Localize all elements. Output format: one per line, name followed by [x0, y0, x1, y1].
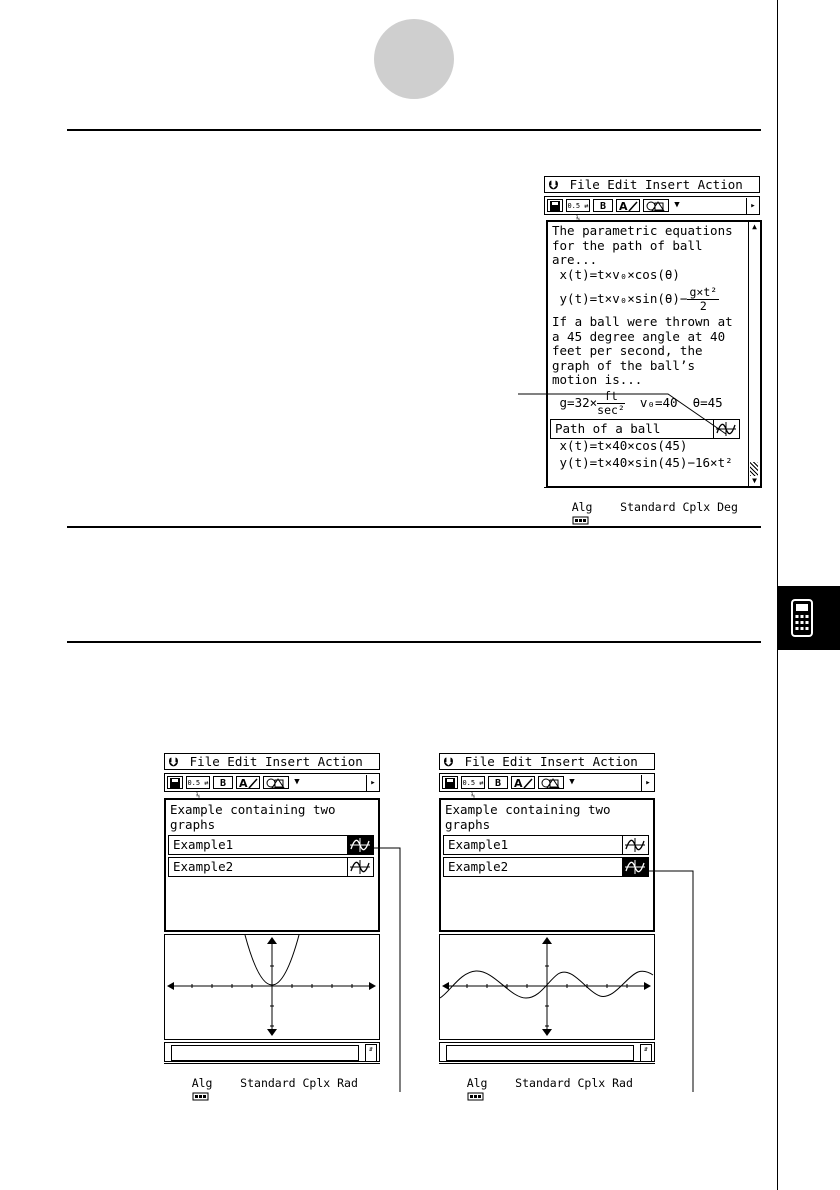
entry-input[interactable]: [446, 1045, 634, 1061]
text-line: are...: [552, 252, 598, 267]
toolbar-scroll-right[interactable]: ▸: [366, 775, 379, 791]
toolbar-scroll-right[interactable]: ▸: [641, 775, 654, 791]
graph-strip[interactable]: [168, 857, 374, 877]
fraction: $\frac{\text{g×t²}}{2}$: [689, 285, 718, 313]
font-style-icon[interactable]: [236, 776, 260, 789]
menu-edit[interactable]: Edit: [227, 754, 258, 769]
status-bar: Alg Standard Cplx Rad: [439, 1063, 655, 1116]
menu-dropdown-icon[interactable]: ⮋: [169, 755, 179, 769]
y-equation: y(t)=t×v₀×sin(θ)− $\frac{\text{g×t²}}{2}$: [552, 285, 718, 313]
battery-icon: [192, 1092, 210, 1101]
graph-icon[interactable]: [622, 836, 648, 854]
bold-button[interactable]: B: [593, 199, 613, 212]
graph-strip[interactable]: [168, 835, 374, 855]
menu-dropdown-icon[interactable]: ⮋: [549, 178, 559, 192]
callout-leader: [370, 840, 410, 1095]
eactivity-workspace: [439, 798, 655, 932]
text-line: The parametric equations: [552, 223, 733, 238]
text-line: feet per second, the: [552, 343, 703, 358]
save-icon[interactable]: [547, 199, 563, 212]
entry-scroll-icon[interactable]: ⇵: [640, 1044, 652, 1062]
callout-leader: [645, 860, 705, 1095]
menu-insert[interactable]: Insert: [644, 177, 691, 192]
graph-strip-label: Path of a ball: [555, 420, 661, 436]
insert-strip-icon[interactable]: [643, 199, 669, 212]
font-style-icon[interactable]: [511, 776, 535, 789]
entry-bar: [439, 1042, 655, 1062]
eactivity-screen-top: [544, 176, 760, 514]
eactivity-workspace: [164, 798, 380, 932]
graph-window[interactable]: [439, 934, 655, 1040]
graph-window[interactable]: [164, 934, 380, 1040]
save-icon[interactable]: [442, 776, 458, 789]
insert-strip-icon[interactable]: [263, 776, 289, 789]
menu-dropdown-icon[interactable]: ⮋: [444, 755, 454, 769]
entry-input[interactable]: [171, 1045, 359, 1061]
text-line: graph of the ball’s: [552, 357, 695, 373]
sine-graph: [440, 935, 653, 1038]
menu-file[interactable]: File: [569, 177, 600, 192]
svg-text:A: A: [514, 777, 523, 790]
section-divider: [67, 129, 761, 131]
calculator-icon: [778, 586, 840, 650]
entry-scroll-icon[interactable]: ⇵: [365, 1044, 377, 1062]
font-style-icon[interactable]: [616, 199, 640, 212]
eactivity-workspace: [546, 220, 762, 488]
x-equation: x(t)=t×v₀×cos(θ): [552, 266, 680, 282]
y-equation: y(t)=t×40×sin(45)−16×t²: [552, 455, 733, 470]
toolbar: [544, 196, 760, 223]
bold-button[interactable]: B: [488, 776, 508, 789]
eactivity-screen-right: [439, 753, 655, 1090]
battery-icon: [467, 1092, 485, 1101]
entry-bar: [164, 1042, 380, 1062]
chapter-tab: [778, 586, 840, 650]
parabola-graph: [165, 935, 378, 1038]
chapter-marker-circle: [374, 19, 454, 99]
callout-leader: [518, 390, 733, 440]
menu-action[interactable]: Action: [317, 754, 363, 769]
toolbar-scroll-right[interactable]: ▸: [746, 198, 759, 214]
variable-definitions: g=32× $\frac{ft}{\text{sec²}}$ v₀=40 θ=45: [552, 388, 723, 417]
fraction-toggle-button[interactable]: 0.5 ⇄ ½: [186, 776, 210, 789]
save-icon[interactable]: [167, 776, 183, 789]
graph-strip[interactable]: [443, 835, 649, 855]
menu-insert[interactable]: Insert: [264, 754, 311, 769]
toolbar: [439, 773, 655, 800]
dropdown-arrow-icon[interactable]: ▼: [674, 200, 680, 210]
graph-strip-label: Example1: [173, 837, 234, 852]
dropdown-arrow-icon[interactable]: ▼: [569, 777, 575, 787]
graph-strip-label: Example2: [173, 859, 234, 874]
x-equation: x(t)=t×40×cos(45): [552, 437, 688, 453]
fraction-toggle-button[interactable]: 0.5 ⇄ ½: [566, 199, 590, 212]
menu-action[interactable]: Action: [697, 177, 743, 192]
section-divider: [67, 641, 761, 643]
text-line: for the path of ball: [552, 237, 703, 253]
graph-strip-label: Example2: [448, 859, 509, 874]
eactivity-screen-left: [164, 753, 380, 1090]
fraction: $\frac{ft}{\text{sec²}}$: [597, 388, 625, 417]
vertical-scrollbar[interactable]: ▲ ▼: [748, 222, 760, 486]
battery-icon: [572, 516, 590, 525]
text-line: Example containing two: [445, 802, 611, 817]
graph-strip-label: Example1: [448, 837, 509, 852]
menu-file[interactable]: File: [189, 754, 220, 769]
dropdown-arrow-icon[interactable]: ▼: [294, 777, 300, 787]
text-line: graphs: [170, 816, 216, 832]
menu-bar: [439, 753, 655, 770]
toolbar: [164, 773, 380, 800]
menu-file[interactable]: File: [464, 754, 495, 769]
status-bar: Alg Standard Cplx Rad: [164, 1063, 380, 1116]
bold-button[interactable]: B: [213, 776, 233, 789]
svg-text:A: A: [619, 200, 628, 213]
graph-strip[interactable]: [443, 857, 649, 877]
menu-bar: [164, 753, 380, 770]
menu-action[interactable]: Action: [592, 754, 638, 769]
status-bar: Alg Standard Cplx Deg: [544, 487, 760, 540]
fraction-toggle-button[interactable]: 0.5 ⇄ ½: [461, 776, 485, 789]
text-line: If a ball were thrown at: [552, 314, 733, 329]
insert-strip-icon[interactable]: [538, 776, 564, 789]
menu-bar: [544, 176, 760, 193]
text-line: a 45 degree angle at 40: [552, 328, 726, 344]
text-line: motion is...: [552, 372, 643, 387]
text-line: graphs: [445, 816, 491, 832]
menu-edit[interactable]: Edit: [502, 754, 533, 769]
menu-edit[interactable]: Edit: [607, 177, 638, 192]
svg-text:A: A: [239, 777, 248, 790]
menu-insert[interactable]: Insert: [539, 754, 586, 769]
text-line: Example containing two: [170, 802, 336, 817]
